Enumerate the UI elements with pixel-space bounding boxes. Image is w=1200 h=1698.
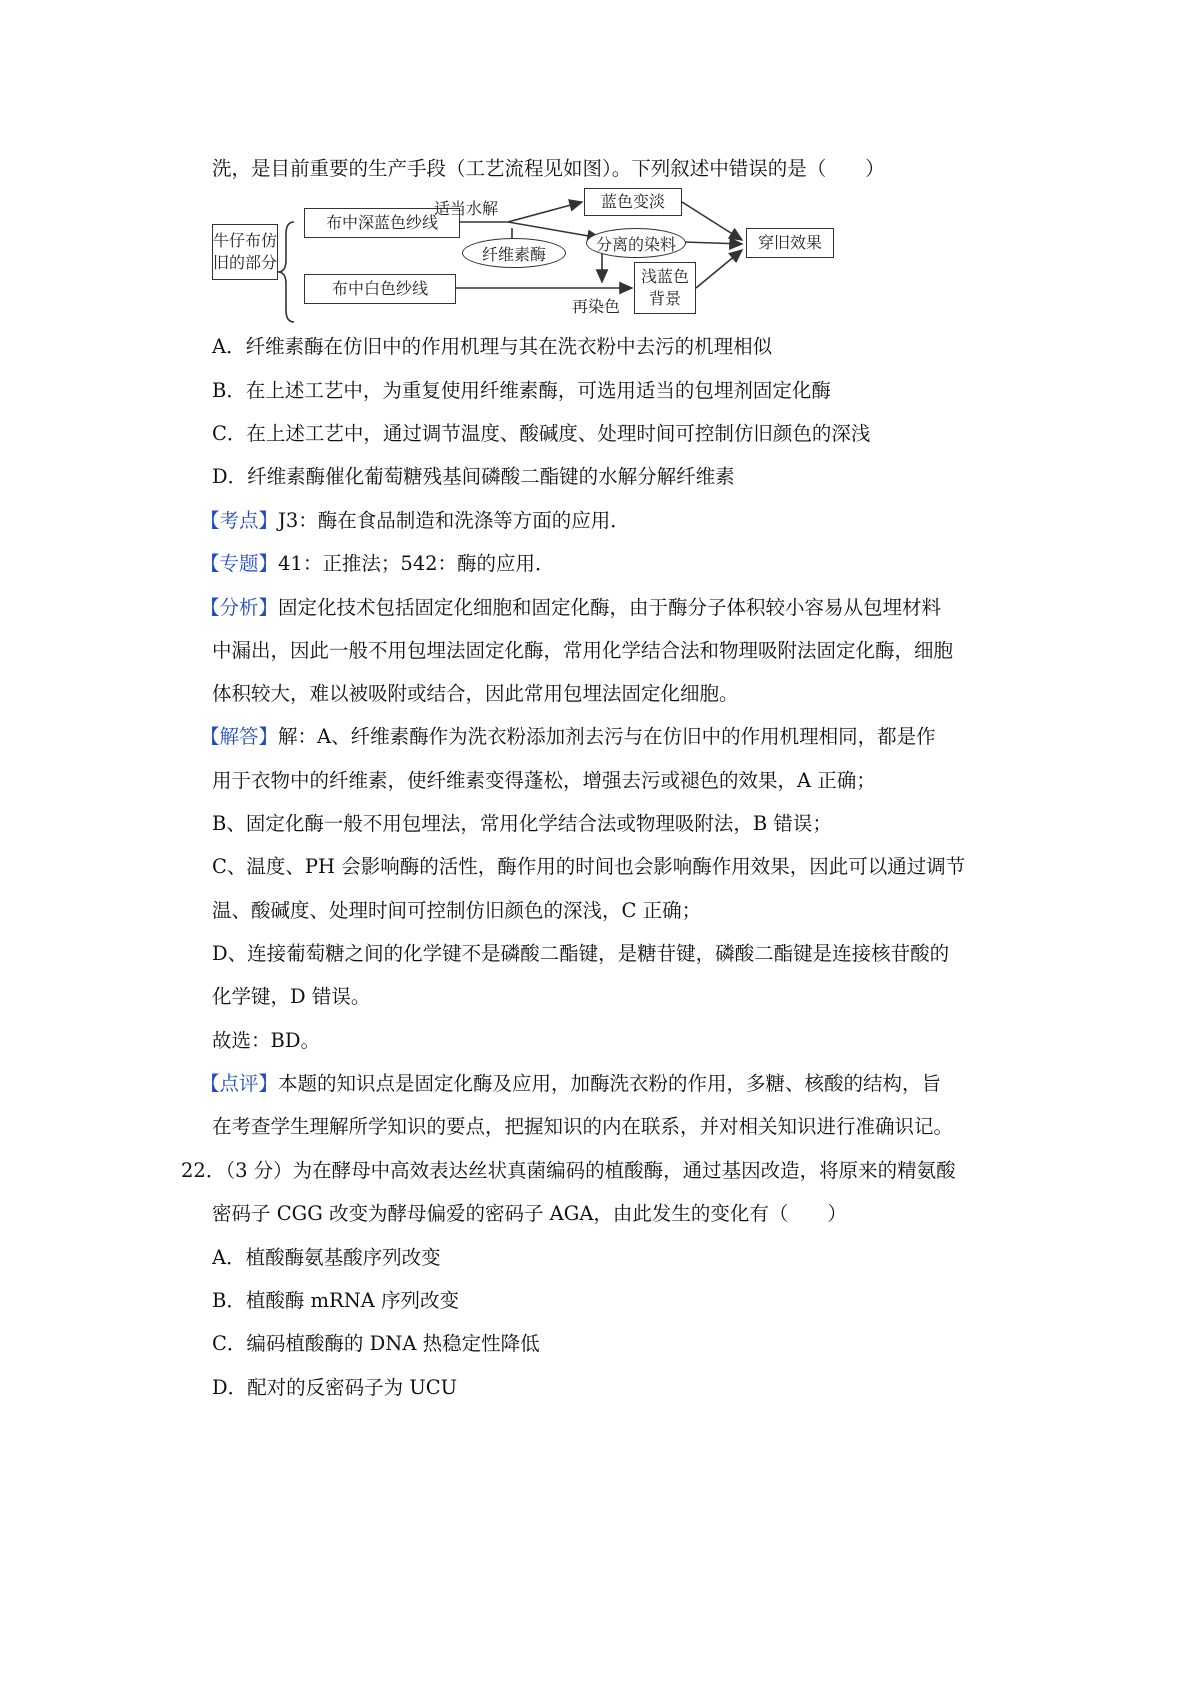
jieda-text-5: 温、酸碱度、处理时间可控制仿旧颜色的深浅，C 正确； — [212, 899, 702, 922]
kaodian-line — [200, 506, 630, 536]
box-denim-part-line1: 牛仔布仿 — [213, 231, 278, 250]
jieda-answer: 故选：BD。 — [212, 1029, 320, 1052]
jieda-text-2: 用于衣物中的纤维素，使纤维素变得蓬松，增强去污或褪色的效果，A 正确； — [212, 769, 876, 792]
question-22-stem-1: 22．（3 分）为在酵母中高效表达丝状真菌编码的植酸酶，通过基因改造，将原来的精氨酸 — [181, 1159, 956, 1182]
fenxi-line-1 — [200, 593, 941, 623]
q22-option-a: A．植酸酶氨基酸序列改变 — [212, 1246, 441, 1269]
kaodian-tag: 【考点】 — [200, 509, 279, 532]
q21-option-d: D．纤维素酶催化葡萄糖残基间磷酸二酯键的水解分解纤维素 — [212, 465, 735, 488]
q21-option-a: A．纤维素酶在仿旧中的作用机理与其在洗衣粉中去污的机理相似 — [212, 335, 773, 358]
jieda-text-6: D、连接葡萄糖之间的化学键不是磷酸二酯键，是糖苷键，磷酸二酯键是连接核苷酸的 — [212, 942, 950, 965]
jieda-text-1: 解：A、纤维素酶作为洗衣粉添加剂去污与在仿旧中的作用机理相同，都是作 — [278, 725, 936, 748]
dianping-text-2: 在考查学生理解所学知识的要点，把握知识的内在联系，并对相关知识进行准确识记。 — [212, 1115, 954, 1138]
zhuanti-tag: 【专题】 — [200, 552, 279, 575]
fenxi-tag: 【分析】 — [200, 596, 279, 619]
fenxi-text-1: 固定化技术包括固定化细胞和固定化酶，由于酶分子体积较小容易从包埋材料 — [278, 596, 942, 619]
dianping-tag: 【点评】 — [200, 1072, 279, 1095]
q21-option-b: B．在上述工艺中，为重复使用纤维素酶，可选用适当的包埋剂固定化酶 — [212, 379, 831, 402]
label-hydrolysis: 适当水解 — [434, 199, 499, 218]
jieda-text-4: C、温度、PH 会影响酶的活性，酶作用的时间也会影响酶作用效果，因此可以通过调节 — [212, 855, 966, 878]
box-denim-part — [212, 224, 278, 280]
dianping-line-1 — [200, 1069, 941, 1099]
q22-option-b: B．植酸酶 mRNA 序列改变 — [212, 1289, 460, 1312]
kaodian-text: J3：酶在食品制造和洗涤等方面的应用． — [278, 509, 630, 532]
ellipse-cellulase: 纤维素酶 — [462, 238, 566, 268]
zhuanti-line — [200, 549, 555, 579]
box-light-blue-bg-line1: 浅蓝色 — [640, 267, 689, 286]
box-white-yarn: 布中白色纱线 — [304, 274, 456, 304]
box-denim-part-line2: 旧的部分 — [213, 253, 278, 272]
question-22-stem-2: 密码子 CGG 改变为酵母偏爱的密码子 AGA，由此发生的变化有（ ） — [212, 1202, 847, 1225]
box-light-blue-bg — [634, 262, 696, 314]
label-redye: 再染色 — [572, 297, 621, 316]
q21-option-c: C．在上述工艺中，通过调节温度、酸碱度、处理时间可控制仿旧颜色的深浅 — [212, 422, 871, 445]
box-dark-blue-yarn: 布中深蓝色纱线 — [304, 208, 460, 238]
box-light-blue-bg-line2: 背景 — [648, 289, 681, 308]
box-blue-fade: 蓝色变淡 — [584, 188, 682, 216]
q22-option-c: C．编码植酸酶的 DNA 热稳定性降低 — [212, 1332, 540, 1355]
q22-option-d: D．配对的反密码子为 UCU — [212, 1376, 458, 1399]
jieda-line-1 — [200, 722, 936, 752]
zhuanti-text: 41：正推法；542：酶的应用． — [278, 552, 555, 575]
dianping-text-1: 本题的知识点是固定化酶及应用，加酶洗衣粉的作用，多糖、核酸的结构，旨 — [278, 1072, 942, 1095]
fenxi-text-3: 体积较大，难以被吸附或结合，因此常用包埋法固定化细胞。 — [212, 682, 739, 705]
jieda-text-3: B、固定化酶一般不用包埋法，常用化学结合法或物理吸附法，B 错误； — [212, 812, 832, 835]
fenxi-text-2: 中漏出，因此一般不用包埋法固定化酶，常用化学结合法和物理吸附法固定化酶，细胞 — [212, 639, 954, 662]
box-worn-effect: 穿旧效果 — [746, 228, 834, 258]
process-flow-diagram — [212, 192, 902, 346]
jieda-text-7: 化学键，D 错误。 — [212, 985, 371, 1008]
ellipse-separated-dye: 分离的染料 — [586, 228, 686, 258]
question-21-stem: 洗，是目前重要的生产手段（工艺流程见如图）。下列叙述中错误的是（ ） — [212, 157, 885, 180]
jieda-tag: 【解答】 — [200, 725, 279, 748]
